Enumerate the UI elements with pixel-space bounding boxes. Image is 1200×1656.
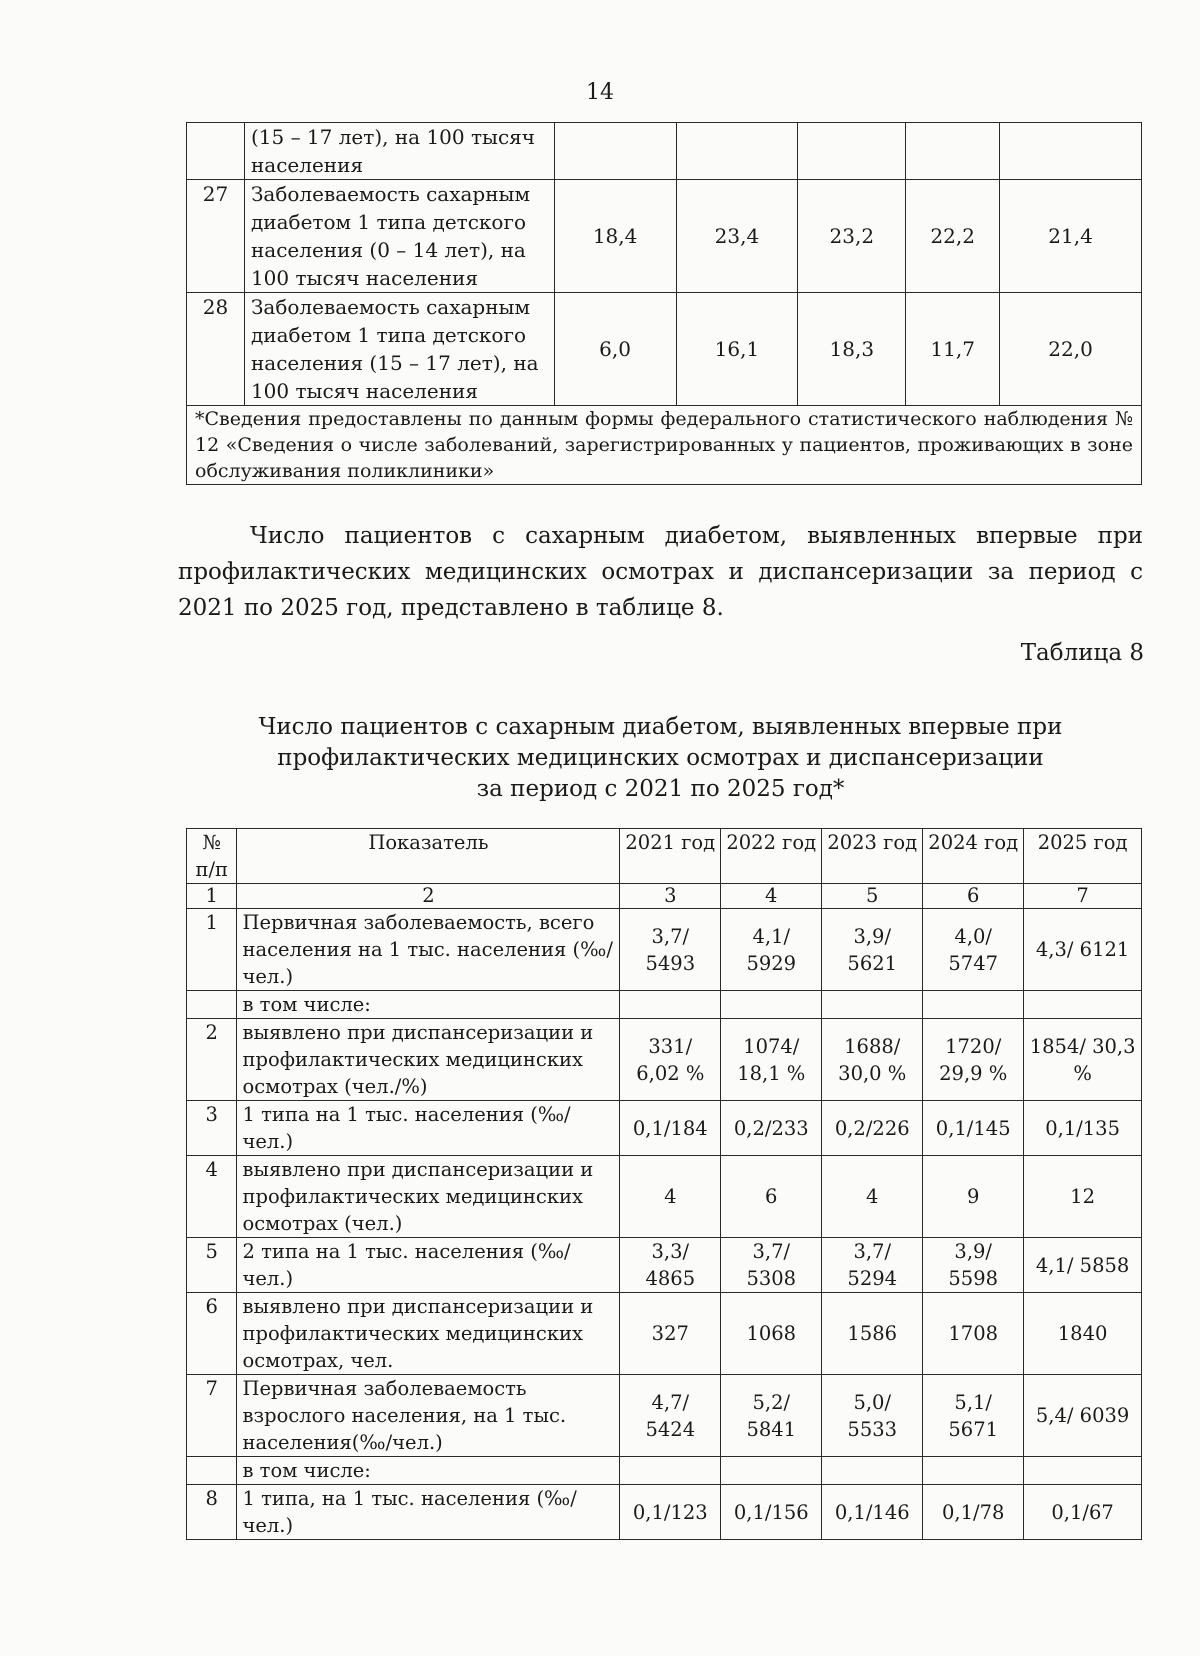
row-label: выявлено при диспансеризации и профилактических медицинских осмотрах, чел. <box>237 1293 620 1375</box>
value-cell: 4,3/ 6121 <box>1024 909 1142 991</box>
value-cell <box>906 123 1000 180</box>
header-cell: 2025 год <box>1024 829 1142 884</box>
value-cell: 12 <box>1024 1156 1142 1238</box>
value-cell: 21,4 <box>1000 180 1142 293</box>
row-label: Первичная заболеваемость, всего населения на 1 тыс. населения (‰/чел.) <box>237 909 620 991</box>
value-cell: 23,2 <box>798 180 906 293</box>
body-paragraph: Число пациентов с сахарным диабетом, выявленных впервые при профилактических медицинских осмотрах и диспансеризации за период с 2021 по 2025 год, представлено в таблице 8. <box>178 523 1143 621</box>
row-label: 2 типа на 1 тыс. населения (‰/чел.) <box>237 1238 620 1293</box>
value-cell: 4,1/ 5929 <box>721 909 822 991</box>
value-cell: 11,7 <box>906 293 1000 406</box>
value-cell: 22,0 <box>1000 293 1142 406</box>
index-cell: 1 <box>187 884 237 909</box>
index-cell: 3 <box>620 884 721 909</box>
table-footnote: *Сведения предоставлены по данным формы федерального статистического наблюдения № 12 «Сведения о числе заболеваний, зарегистрированных у пациентов, проживающих в зоне обслуживания поликлиники» <box>187 406 1142 485</box>
value-cell <box>798 123 906 180</box>
value-cell <box>923 991 1024 1019</box>
row-label: 1 типа на 1 тыс. населения (‰/чел.) <box>237 1101 620 1156</box>
row-number: 2 <box>187 1019 237 1101</box>
table-row <box>187 1019 1142 1101</box>
caption-line: Число пациентов с сахарным диабетом, выявленных впервые при <box>258 714 1063 740</box>
value-cell: 1708 <box>923 1293 1024 1375</box>
value-cell: 6 <box>721 1156 822 1238</box>
value-cell: 3,7/ 5493 <box>620 909 721 991</box>
value-cell: 1688/ 30,0 % <box>822 1019 923 1101</box>
value-cell: 5,2/ 5841 <box>721 1375 822 1457</box>
table-row <box>187 1156 1142 1238</box>
table-row <box>187 909 1142 991</box>
row-number <box>187 123 245 180</box>
value-cell <box>620 991 721 1019</box>
header-cell: № п/п <box>187 829 237 884</box>
index-cell: 2 <box>237 884 620 909</box>
row-label: выявлено при диспансеризации и профилактических медицинских осмотрах (чел./%) <box>237 1019 620 1101</box>
row-number <box>187 991 237 1019</box>
table-row <box>187 1375 1142 1457</box>
value-cell: 18,4 <box>554 180 676 293</box>
row-label: в том числе: <box>237 1457 620 1485</box>
table-caption <box>178 712 1143 805</box>
value-cell: 0,1/145 <box>923 1101 1024 1156</box>
row-label: (15 – 17 лет), на 100 тысяч населения <box>244 123 554 180</box>
table-row <box>187 180 1142 293</box>
value-cell <box>822 991 923 1019</box>
row-label: Заболеваемость сахарным диабетом 1 типа детского населения (15 – 17 лет), на 100 тысяч населения <box>244 293 554 406</box>
value-cell <box>554 123 676 180</box>
value-cell: 0,2/226 <box>822 1101 923 1156</box>
value-cell: 1074/ 18,1 % <box>721 1019 822 1101</box>
value-cell: 3,9/ 5621 <box>822 909 923 991</box>
index-cell: 6 <box>923 884 1024 909</box>
row-label: выявлено при диспансеризации и профилактических медицинских осмотрах (чел.) <box>237 1156 620 1238</box>
table-row <box>187 991 1142 1019</box>
value-cell: 4 <box>822 1156 923 1238</box>
header-cell: Показатель <box>237 829 620 884</box>
value-cell: 1586 <box>822 1293 923 1375</box>
value-cell: 0,1/123 <box>620 1485 721 1540</box>
value-cell <box>1000 123 1142 180</box>
value-cell: 18,3 <box>798 293 906 406</box>
value-cell: 3,9/ 5598 <box>923 1238 1024 1293</box>
value-cell: 1840 <box>1024 1293 1142 1375</box>
value-cell: 0,1/146 <box>822 1485 923 1540</box>
value-cell: 0,1/184 <box>620 1101 721 1156</box>
row-number: 6 <box>187 1293 237 1375</box>
row-label: 1 типа, на 1 тыс. населения (‰/чел.) <box>237 1485 620 1540</box>
table-row <box>187 123 1142 180</box>
value-cell: 6,0 <box>554 293 676 406</box>
header-cell: 2021 год <box>620 829 721 884</box>
table-8 <box>186 828 1142 1540</box>
value-cell: 4 <box>620 1156 721 1238</box>
value-cell: 3,7/ 5294 <box>822 1238 923 1293</box>
continued-table <box>186 122 1142 485</box>
value-cell <box>1024 991 1142 1019</box>
row-number: 3 <box>187 1101 237 1156</box>
table-row <box>187 1485 1142 1540</box>
value-cell: 0,1/78 <box>923 1485 1024 1540</box>
value-cell <box>822 1457 923 1485</box>
row-number: 8 <box>187 1485 237 1540</box>
value-cell: 331/ 6,02 % <box>620 1019 721 1101</box>
row-number: 27 <box>187 180 245 293</box>
table-row <box>187 1238 1142 1293</box>
index-cell: 7 <box>1024 884 1142 909</box>
table-header-row <box>187 829 1142 884</box>
header-cell: 2024 год <box>923 829 1024 884</box>
value-cell <box>721 1457 822 1485</box>
value-cell <box>620 1457 721 1485</box>
table-label: Таблица 8 <box>1020 640 1144 666</box>
row-number <box>187 1457 237 1485</box>
value-cell: 0,1/156 <box>721 1485 822 1540</box>
page-number: 14 <box>586 80 614 105</box>
value-cell <box>676 123 798 180</box>
value-cell: 22,2 <box>906 180 1000 293</box>
value-cell: 1854/ 30,3 % <box>1024 1019 1142 1101</box>
value-cell: 3,3/ 4865 <box>620 1238 721 1293</box>
value-cell: 23,4 <box>676 180 798 293</box>
value-cell: 5,0/ 5533 <box>822 1375 923 1457</box>
row-number: 4 <box>187 1156 237 1238</box>
row-label: Заболеваемость сахарным диабетом 1 типа детского населения (0 – 14 лет), на 100 тысяч населения <box>244 180 554 293</box>
caption-line: за период с 2021 по 2025 год* <box>476 776 845 802</box>
value-cell: 4,1/ 5858 <box>1024 1238 1142 1293</box>
row-label: Первичная заболеваемость взрослого населения, на 1 тыс. населения(‰/чел.) <box>237 1375 620 1457</box>
table-row <box>187 1101 1142 1156</box>
row-number: 5 <box>187 1238 237 1293</box>
value-cell: 0,2/233 <box>721 1101 822 1156</box>
header-cell: 2023 год <box>822 829 923 884</box>
row-number: 28 <box>187 293 245 406</box>
index-cell: 5 <box>822 884 923 909</box>
value-cell: 327 <box>620 1293 721 1375</box>
value-cell: 16,1 <box>676 293 798 406</box>
caption-line: профилактических медицинских осмотрах и диспансеризации <box>277 745 1044 771</box>
header-cell: 2022 год <box>721 829 822 884</box>
value-cell <box>923 1457 1024 1485</box>
table-row <box>187 293 1142 406</box>
row-label: в том числе: <box>237 991 620 1019</box>
value-cell: 4,0/ 5747 <box>923 909 1024 991</box>
value-cell: 3,7/ 5308 <box>721 1238 822 1293</box>
value-cell: 9 <box>923 1156 1024 1238</box>
value-cell: 0,1/67 <box>1024 1485 1142 1540</box>
row-number: 7 <box>187 1375 237 1457</box>
value-cell: 5,4/ 6039 <box>1024 1375 1142 1457</box>
table-row <box>187 1293 1142 1375</box>
row-number: 1 <box>187 909 237 991</box>
value-cell: 0,1/135 <box>1024 1101 1142 1156</box>
index-cell: 4 <box>721 884 822 909</box>
table-row <box>187 1457 1142 1485</box>
value-cell <box>1024 1457 1142 1485</box>
value-cell: 1068 <box>721 1293 822 1375</box>
column-index-row <box>187 884 1142 909</box>
value-cell <box>721 991 822 1019</box>
value-cell: 5,1/ 5671 <box>923 1375 1024 1457</box>
value-cell: 4,7/ 5424 <box>620 1375 721 1457</box>
value-cell: 1720/ 29,9 % <box>923 1019 1024 1101</box>
